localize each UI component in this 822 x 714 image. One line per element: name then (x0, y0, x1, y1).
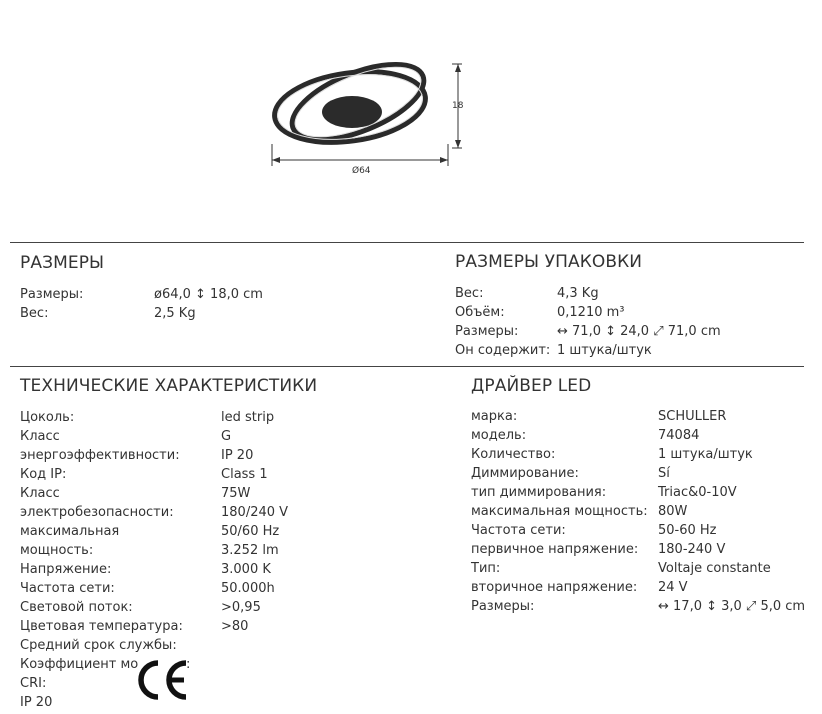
tech-value: 3.252 lm (221, 543, 279, 558)
dimensions-label: Размеры: (20, 287, 84, 302)
tech-label: энергоэффективности: (20, 448, 180, 463)
dimensions-value: 2,5 Kg (154, 306, 196, 321)
divider-middle (10, 366, 804, 367)
driver-label: Тип: (471, 561, 501, 576)
driver-label: максимальная мощность: (471, 504, 648, 519)
tech-value: >0,95 (221, 600, 261, 615)
driver-value: 24 V (658, 580, 688, 595)
driver-value: SCHULLER (658, 409, 727, 424)
tech-label: Средний срок службы: (20, 638, 177, 653)
packaging-title: РАЗМЕРЫ УПАКОВКИ (455, 252, 643, 272)
packaging-label: Размеры: (455, 324, 519, 339)
driver-label: тип диммирования: (471, 485, 607, 500)
tech-label: Коэффициент мо (20, 657, 139, 672)
tech-label: Световой поток: (20, 600, 133, 615)
tech-label: Класс (20, 486, 60, 501)
driver-value: 50-60 Hz (658, 523, 717, 538)
driver-label: Частота сети: (471, 523, 566, 538)
driver-value: 180-240 V (658, 542, 726, 557)
tech-label: электробезопасности: (20, 505, 174, 520)
diameter-label: Ø64 (352, 166, 371, 176)
tech-trailing-colon: : (186, 657, 191, 672)
driver-value: 1 штука/штук (658, 447, 753, 462)
dimensions-title: РАЗМЕРЫ (20, 253, 105, 273)
driver-value: 74084 (658, 428, 700, 443)
tech-label: Цветовая температура: (20, 619, 183, 634)
driver-title: ДРАЙВЕР LED (471, 376, 592, 396)
height-label: 18 (452, 101, 464, 111)
tech-value: G (221, 429, 232, 444)
tech-value: 50.000h (221, 581, 275, 596)
tech-value: 75W (221, 486, 251, 501)
driver-label: Диммирование: (471, 466, 579, 481)
tech-label: Код IP: (20, 467, 67, 482)
packaging-label: Он содержит: (455, 343, 551, 358)
packaging-value: 1 штука/штук (557, 343, 652, 358)
tech-title: ТЕХНИЧЕСКИЕ ХАРАКТЕРИСТИКИ (20, 376, 318, 396)
tech-label: Напряжение: (20, 562, 112, 577)
packaging-value: ↔ 71,0 ↕ 24,0 ⤢ 71,0 cm (557, 324, 721, 339)
dimensions-value: ø64,0 ↕ 18,0 cm (154, 287, 263, 302)
driver-label: Размеры: (471, 599, 535, 614)
tech-label: максимальная (20, 524, 120, 539)
driver-value: Triac&0-10V (658, 485, 737, 500)
tech-value: 180/240 V (221, 505, 289, 520)
tech-label: Частота сети: (20, 581, 115, 596)
packaging-label: Вес: (455, 286, 484, 301)
driver-label: модель: (471, 428, 527, 443)
driver-value: ↔ 17,0 ↕ 3,0 ⤢ 5,0 cm (658, 599, 806, 614)
driver-value: Voltaje constante (658, 561, 771, 576)
driver-label: марка: (471, 409, 518, 424)
driver-value: Sí (658, 466, 670, 481)
tech-label: IP 20 (20, 695, 53, 710)
driver-label: Количество: (471, 447, 556, 462)
ce-mark-logo (134, 657, 190, 703)
driver-label: вторичное напряжение: (471, 580, 638, 595)
packaging-label: Объём: (455, 305, 505, 320)
dimensions-label: Вес: (20, 306, 49, 321)
tech-value: 50/60 Hz (221, 524, 280, 539)
driver-label: первичное напряжение: (471, 542, 639, 557)
tech-value: Class 1 (221, 467, 268, 482)
packaging-value: 4,3 Kg (557, 286, 599, 301)
tech-value: >80 (221, 619, 249, 634)
driver-value: 80W (658, 504, 688, 519)
tech-label: мощность: (20, 543, 94, 558)
tech-value: IP 20 (221, 448, 254, 463)
tech-label: CRI: (20, 676, 47, 691)
packaging-value: 0,1210 m³ (557, 305, 625, 320)
tech-value: led strip (221, 410, 275, 425)
tech-label: Цоколь: (20, 410, 75, 425)
product-drawing (262, 52, 464, 176)
tech-label: Класс (20, 429, 60, 444)
divider-top (10, 242, 804, 243)
tech-value: 3.000 K (221, 562, 271, 577)
